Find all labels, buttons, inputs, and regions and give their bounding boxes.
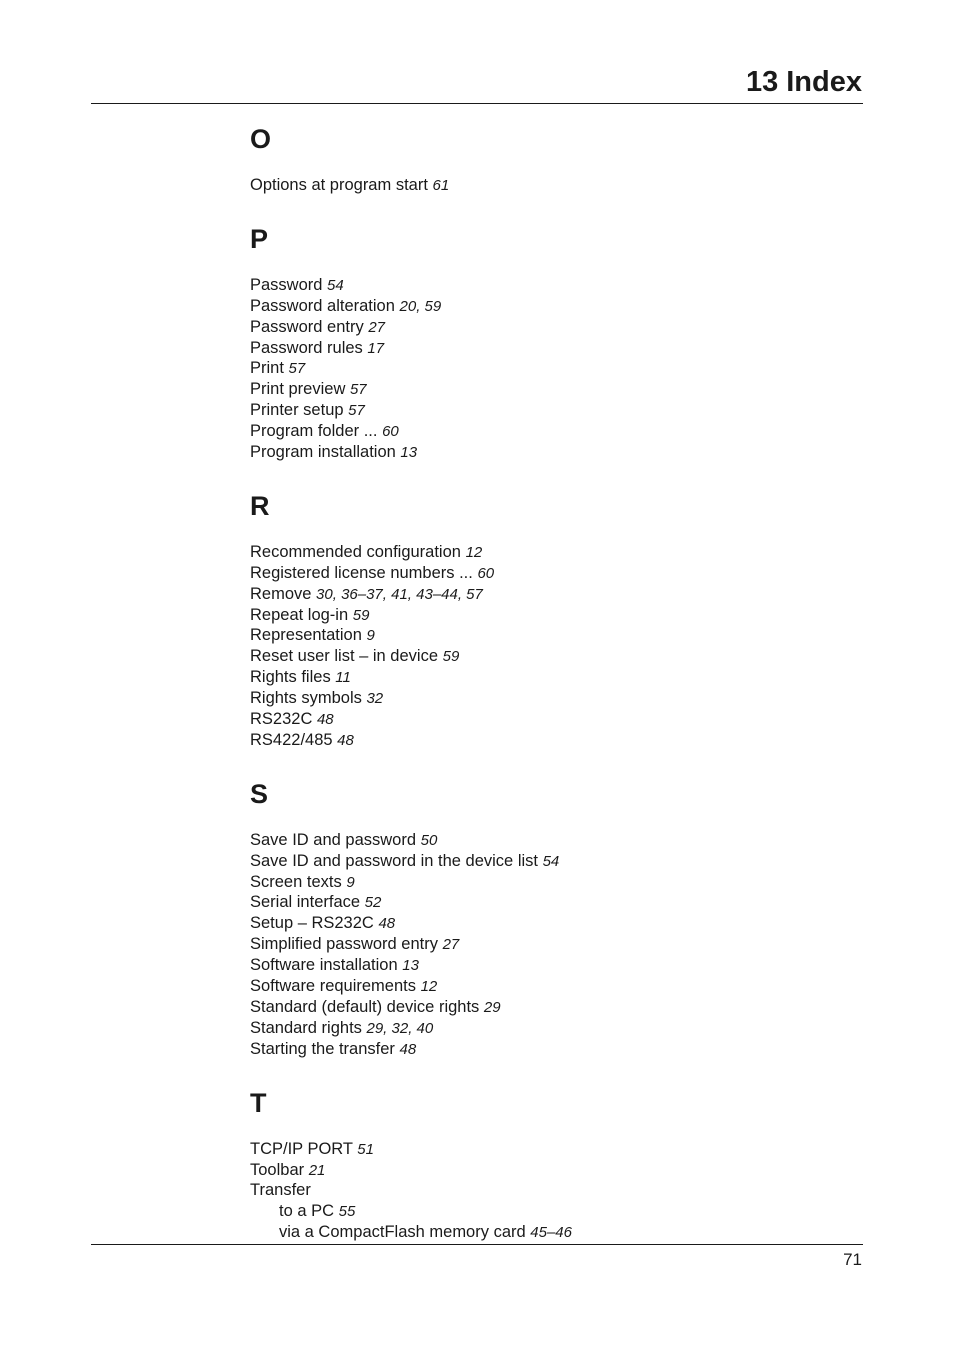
entry-pages: 48	[337, 731, 354, 749]
index-entry	[250, 625, 850, 646]
entry-list	[250, 542, 850, 751]
section-letter: S	[250, 778, 269, 809]
index-section-p	[250, 220, 850, 487]
section-letter: O	[250, 124, 272, 154]
entry-list	[250, 1139, 850, 1243]
entry-pages: 45–46	[530, 1224, 572, 1242]
entry-term: Registered license numbers ...	[250, 563, 473, 582]
entry-pages: 50	[420, 831, 438, 849]
entry-term: Repeat log-in	[250, 605, 349, 624]
entry-term: Standard rights	[250, 1018, 362, 1037]
entry-term: Program folder ...	[250, 422, 378, 441]
entry-term: Options at program start	[250, 176, 428, 194]
entry-term: Screen texts	[250, 872, 342, 891]
entry-pages: 60	[382, 423, 399, 441]
index-subentry	[250, 1222, 850, 1243]
index-section-s	[250, 775, 850, 1084]
index-entry	[250, 688, 850, 709]
entry-term: RS232C	[250, 710, 313, 729]
index-entry	[250, 997, 850, 1018]
index-entry	[250, 1139, 850, 1160]
entry-term: Save ID and password	[250, 830, 417, 849]
index-subentry	[250, 1201, 850, 1222]
entry-term: Starting the transfer	[250, 1039, 395, 1058]
entry-term: Password entry	[250, 317, 364, 336]
entry-pages: 32	[366, 690, 384, 708]
index-entry	[250, 421, 850, 442]
header-divider	[91, 103, 863, 104]
index-entry	[250, 892, 850, 913]
index-entry	[250, 851, 850, 872]
footer-divider	[91, 1244, 863, 1245]
entry-pages: 9	[366, 627, 375, 645]
entry-list	[250, 175, 850, 196]
entry-term: Printer setup	[250, 401, 344, 420]
entry-term: Simplified password entry	[250, 935, 438, 954]
entry-pages: 9	[346, 873, 355, 891]
index-entry	[250, 358, 850, 379]
entry-list	[250, 275, 850, 463]
entry-pages: 30, 36–37, 41, 43–44, 57	[316, 585, 483, 603]
entry-pages: 17	[367, 339, 385, 357]
index-entry	[250, 830, 850, 851]
entry-pages: 29	[483, 998, 501, 1016]
index-entry	[250, 275, 850, 296]
index-entry	[250, 317, 850, 338]
entry-term: Reset user list – in device	[250, 647, 439, 666]
entry-term: Program installation	[250, 443, 396, 462]
entry-term: Remove	[250, 584, 312, 603]
entry-term: Serial interface	[250, 893, 361, 912]
entry-pages: 48	[378, 915, 396, 933]
index-section-t	[250, 1084, 850, 1243]
entry-pages: 11	[335, 669, 351, 687]
index-entry	[250, 872, 850, 893]
entry-term: RS422/485	[250, 730, 333, 749]
entry-term: TCP/IP PORT	[250, 1139, 353, 1158]
index-entry	[250, 1160, 850, 1181]
index-entry	[250, 296, 850, 317]
index-entry	[250, 667, 850, 688]
index-entry	[250, 400, 850, 421]
entry-term: Setup – RS232C	[250, 914, 374, 933]
index-entry	[250, 338, 850, 359]
index-entry	[250, 542, 850, 563]
section-letter: T	[250, 1087, 267, 1118]
entry-pages: 59	[352, 606, 370, 624]
entry-term: Toolbar	[250, 1160, 305, 1179]
index-section-o	[250, 120, 850, 220]
entry-term: Rights symbols	[250, 689, 362, 708]
entry-term: Password rules	[250, 338, 363, 357]
entry-pages: 59	[442, 648, 460, 666]
entry-term: Save ID and password in the device list	[250, 851, 538, 870]
entry-pages: 13	[400, 444, 418, 462]
section-letter: R	[250, 490, 270, 521]
entry-pages: 54	[327, 276, 344, 294]
index-entry	[250, 646, 850, 667]
entry-term: to a PC	[279, 1202, 335, 1221]
entry-term: via a CompactFlash memory card	[279, 1223, 526, 1242]
entry-pages: 12	[420, 978, 438, 996]
index-section-r	[250, 487, 850, 775]
entry-pages: 27	[368, 318, 385, 336]
index-body	[250, 120, 850, 1243]
entry-pages: 27	[442, 936, 460, 954]
entry-term: Software requirements	[250, 977, 416, 996]
entry-pages: 54	[542, 852, 560, 870]
index-entry	[250, 1180, 850, 1201]
entry-pages: 61	[432, 177, 450, 194]
entry-pages: 52	[364, 894, 382, 912]
entry-pages: 55	[338, 1203, 356, 1221]
entry-term: Password alteration	[250, 296, 395, 315]
entry-pages: 13	[402, 957, 419, 975]
index-entry	[250, 379, 850, 400]
index-entry	[250, 709, 850, 730]
entry-pages: 29, 32, 40	[366, 1019, 434, 1037]
entry-pages: 57	[288, 360, 306, 378]
entry-term: Password	[250, 275, 323, 294]
entry-term: Representation	[250, 626, 362, 645]
page-header-title: 13 Index	[745, 66, 862, 98]
index-entry	[250, 175, 850, 196]
index-entry	[250, 563, 850, 584]
index-entry	[250, 605, 850, 626]
entry-pages: 48	[399, 1040, 417, 1058]
entry-pages: 21	[308, 1161, 326, 1179]
entry-term: Software installation	[250, 956, 398, 975]
entry-pages: 20, 59	[399, 297, 442, 315]
entry-term: Print preview	[250, 380, 346, 399]
entry-term: Rights files	[250, 668, 331, 687]
index-entry	[250, 442, 850, 463]
page-number: 71	[843, 1250, 862, 1269]
entry-term: Standard (default) device rights	[250, 997, 480, 1016]
entry-pages: 57	[349, 381, 367, 399]
index-entry	[250, 730, 850, 751]
entry-term: Print	[250, 359, 284, 378]
index-entry	[250, 976, 850, 997]
index-entry	[250, 934, 850, 955]
index-entry	[250, 955, 850, 976]
index-entry	[250, 913, 850, 934]
index-entry	[250, 584, 850, 605]
index-entry	[250, 1039, 850, 1060]
entry-list	[250, 830, 850, 1060]
entry-term: Transfer	[250, 1181, 311, 1200]
entry-pages: 60	[477, 564, 495, 582]
section-letter: P	[250, 223, 269, 254]
index-entry	[250, 1018, 850, 1039]
entry-pages: 51	[357, 1140, 374, 1158]
entry-term: Recommended configuration	[250, 542, 461, 561]
entry-pages: 57	[348, 402, 365, 420]
entry-pages: 12	[465, 543, 483, 561]
entry-pages: 48	[316, 711, 334, 729]
